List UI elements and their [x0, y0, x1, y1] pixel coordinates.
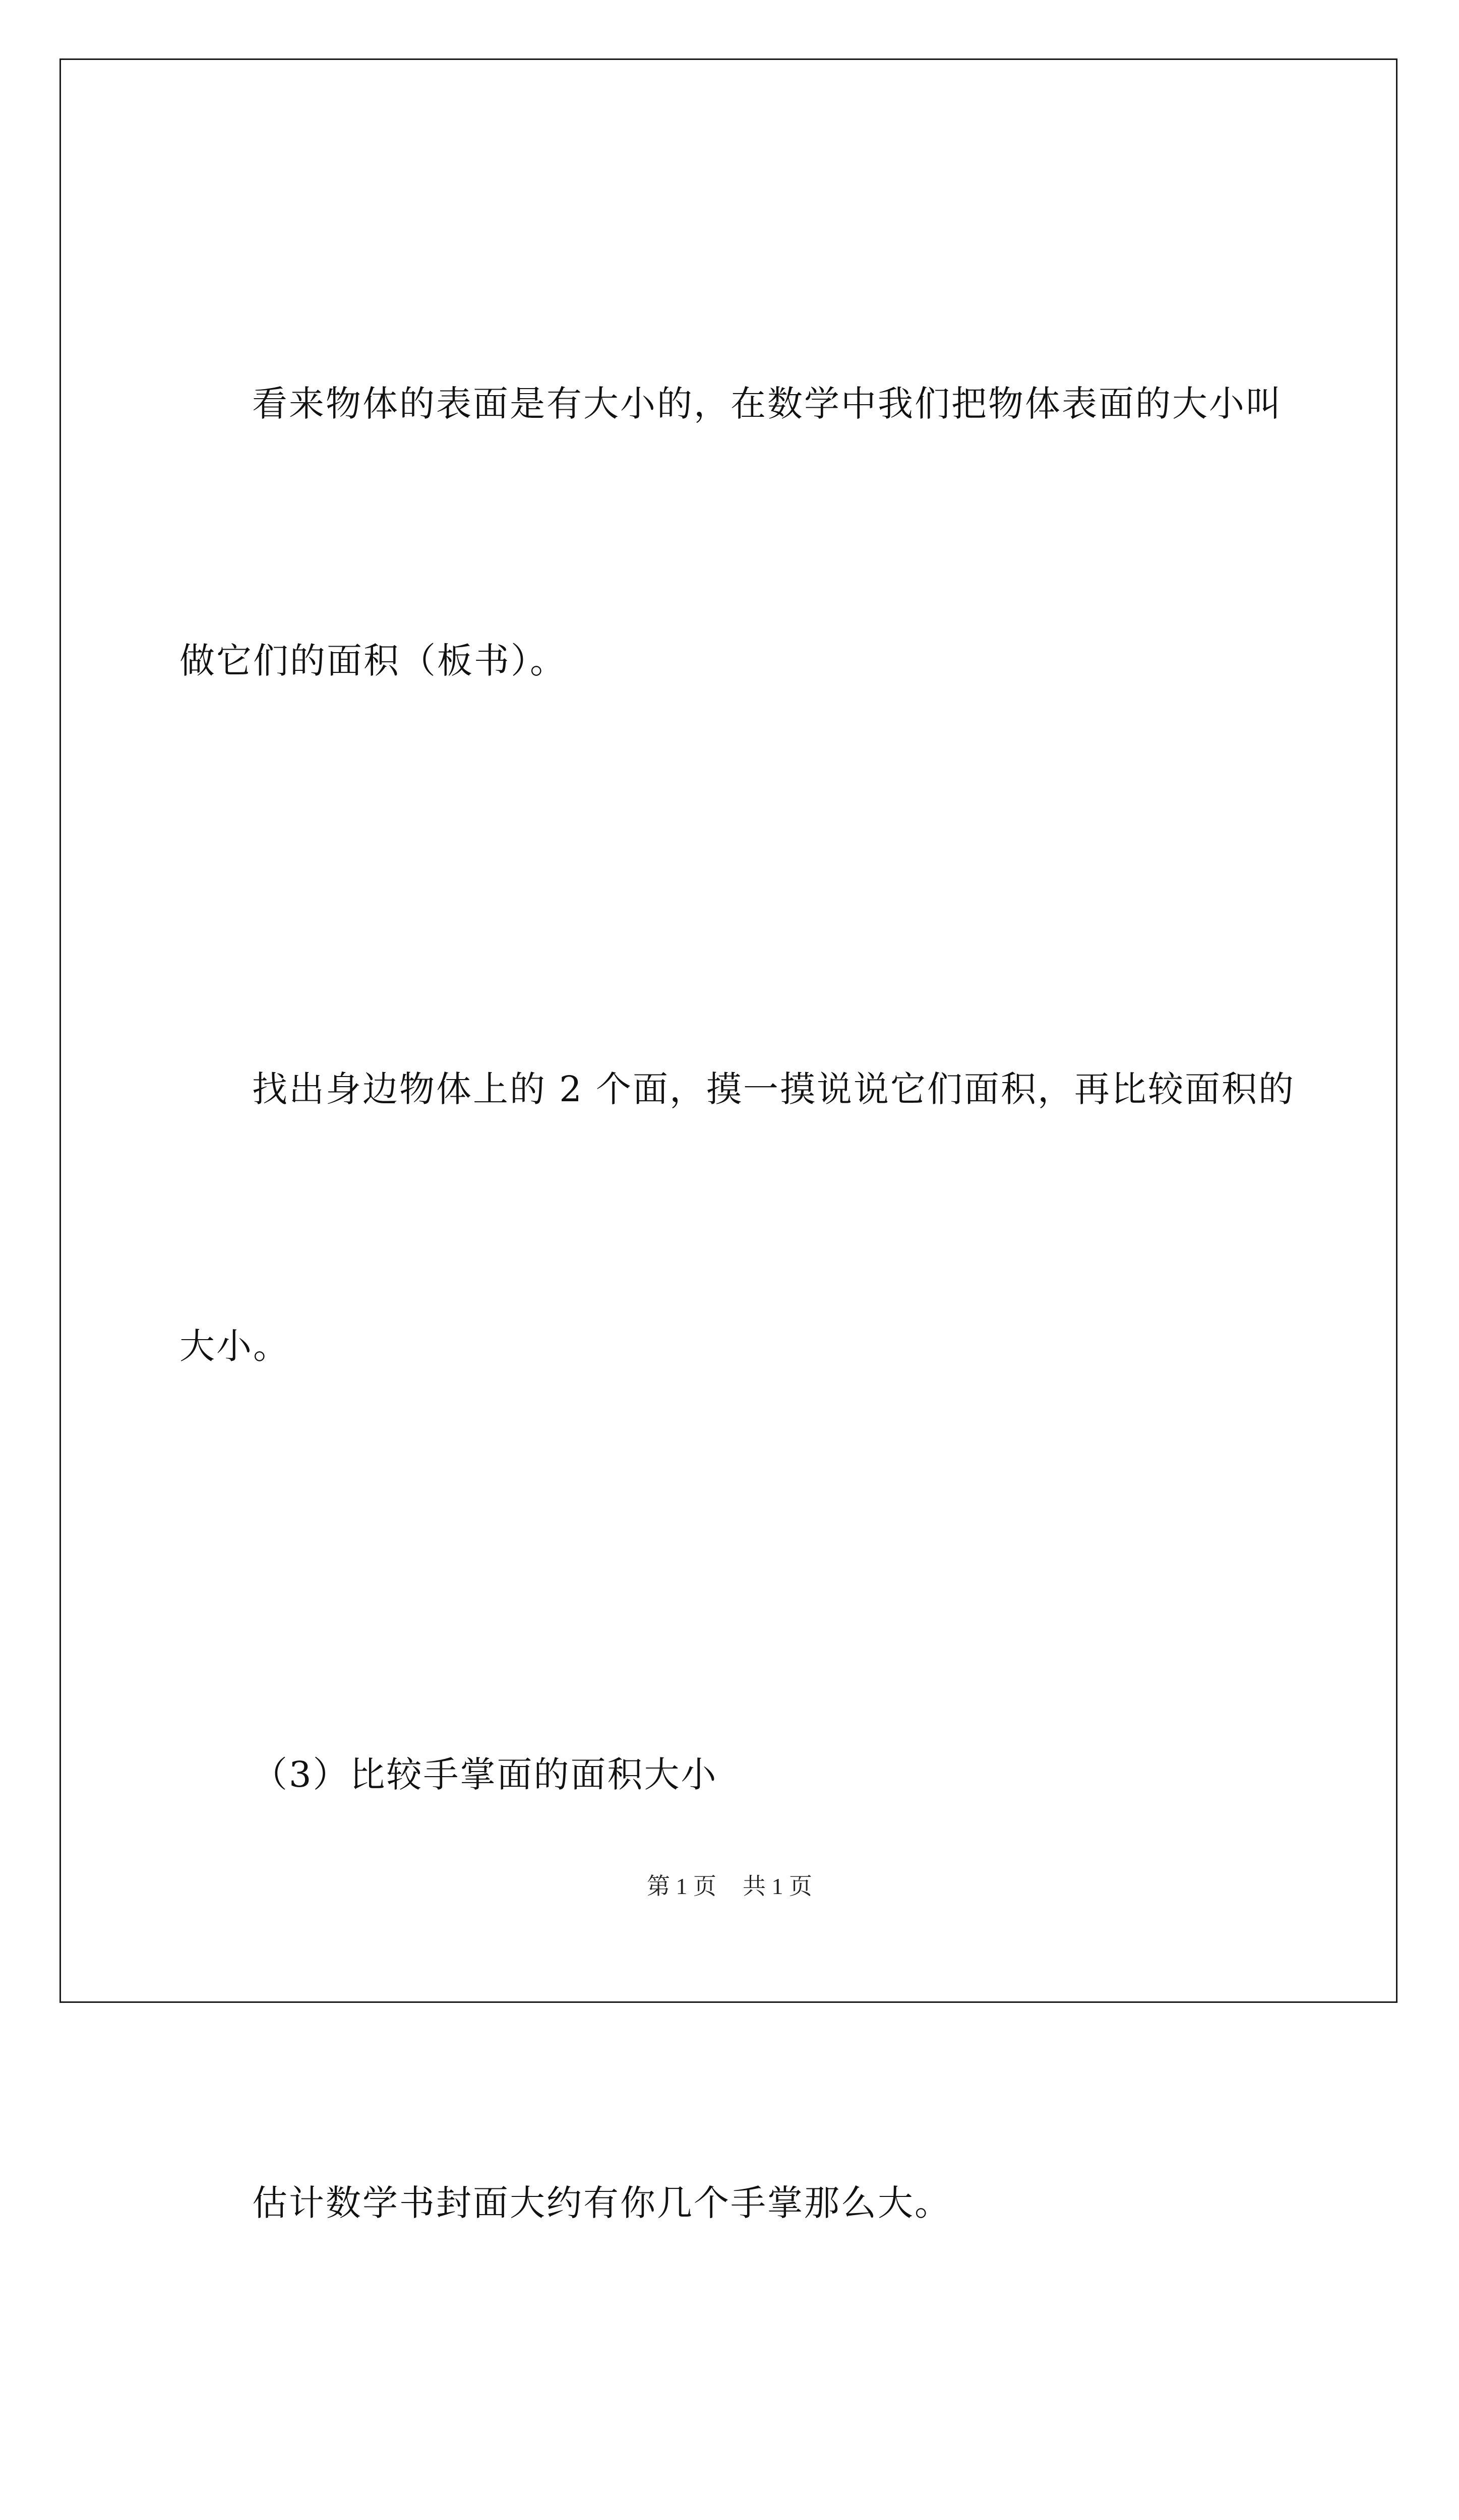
paragraph-p4 [179, 1989, 1284, 2417]
page-number: 第 1 页 [647, 1873, 716, 1899]
text-line: 做它们的面积（板书）。 [179, 640, 567, 681]
paragraph-p2 [179, 875, 1296, 1560]
text-line: 大小。 [179, 1326, 290, 1367]
text-line: 估计数学书封面大约有你几个手掌那么大。 [252, 2182, 951, 2224]
document-body [179, 190, 1296, 2520]
paragraph-p3 [179, 1560, 1284, 1989]
paragraph-p1 [179, 190, 1284, 875]
text-line: （3）比较手掌面的面积大小 [252, 1754, 718, 1795]
text-line: 看来物体的表面是有大小的，在数学中我们把物体表面的大小叫 [252, 383, 1283, 424]
paragraph-p5 [179, 2417, 1284, 2520]
text-line: 找出身边物体上的 2 个面，摸一摸说说它们面积，再比较面积的 [252, 1068, 1296, 1110]
page-total: 共 1 页 [743, 1873, 812, 1899]
page-footer [0, 1868, 1459, 1901]
